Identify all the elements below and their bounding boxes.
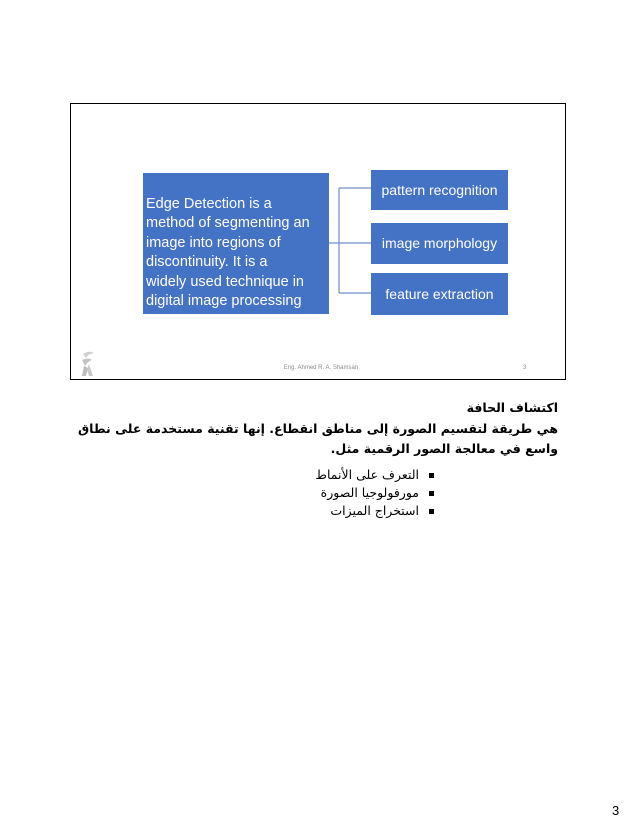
page-number: 3 (612, 803, 620, 818)
list-item (315, 466, 434, 484)
list-item (315, 502, 434, 520)
square-bullet-icon (429, 491, 434, 496)
branch-label: feature extraction (385, 285, 494, 302)
main-definition-text: Edge Detection is a method of segmenting an image into regions of discontinuity. It is a widely used technique in digital image processing like (146, 195, 310, 329)
square-bullet-icon (429, 473, 434, 478)
branch-box-feature-extraction (371, 273, 508, 315)
branch-label: pattern recognition (381, 181, 498, 198)
slide-footer-author: Eng. Ahmed R. A. Shamsan (283, 365, 359, 371)
square-bullet-icon (429, 509, 434, 514)
arabic-paragraph: هي طريقة لتقسيم الصورة إلى مناطق انقطاع. إنها تقنية مستخدمة على نطاق واسع في معالجة الصور الرقمية مثل. (78, 421, 558, 456)
main-definition-box (143, 173, 329, 329)
slide-frame (70, 103, 566, 380)
list-item-text: استخراج الميزات (330, 503, 419, 518)
author-logo-icon (79, 348, 97, 378)
branch-box-image-morphology (371, 223, 508, 264)
list-item (315, 484, 434, 502)
list-item-text: مورفولوجيا الصورة (320, 485, 419, 500)
arabic-heading: اكتشاف الحافة (466, 400, 558, 415)
branch-label: image morphology (381, 235, 498, 251)
branch-box-pattern-recognition (371, 170, 508, 210)
slide-number: 3 (523, 365, 527, 371)
list-item-text: التعرف على الأنماط (315, 467, 419, 482)
arabic-bullet-list (315, 466, 434, 520)
